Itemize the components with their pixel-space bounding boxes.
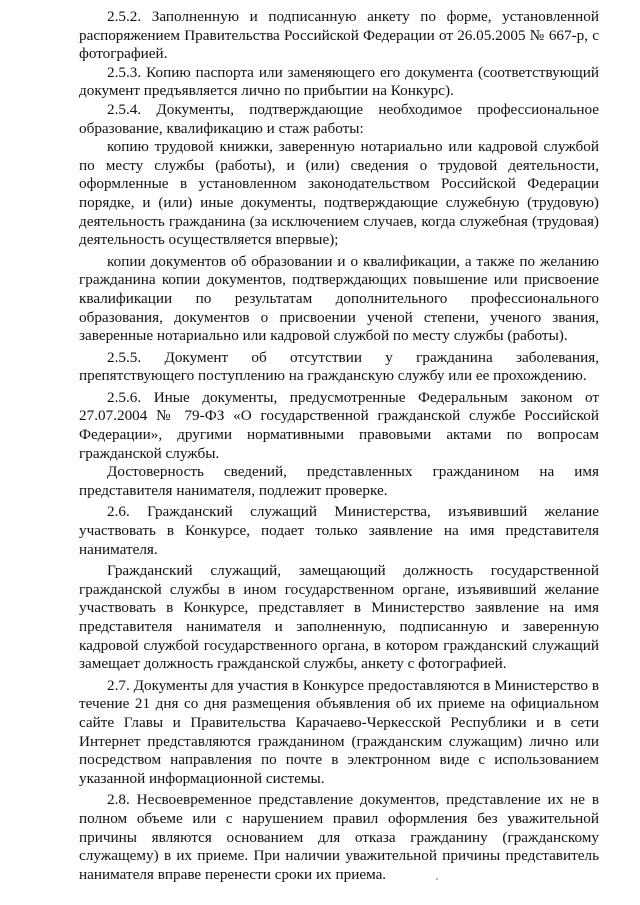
paragraph-2-8: 2.8. Несвоевременное представление документов, представление их не в полном объеме или с нарушением правил оформления без уважительной причины являются основанием для отказа гражданину (гражданскому служащему) в их приеме. При наличии уважительной причины представитель нанимателя вправе перенести сроки их приема. [79, 791, 599, 883]
paragraph-2-5-3: 2.5.3. Копию паспорта или заменяющего его документа (соответствующий документ предъявляется лично по прибытии на Конкурс). [79, 63, 599, 100]
document-text [79, 8, 599, 884]
paragraph-education-docs: копии документов об образовании и о квалификации, а также по желанию гражданина копии документов, подтверждающих повышение или присвоение квалификации по результатам дополнительного профессионального образования, документов о присвоении ученой степени, ученого звания, заверенные нотариально или кадровой службой по месту службы (работы). [79, 252, 599, 345]
paragraph-work-record: копию трудовой книжки, заверенную нотариально или кадровой службой по месту службы (работы), и (или) сведения о трудовой деятельности, оформленные в установленном законодательством Российской Федерации порядке, и (или) иные документы, подтверждающие служебную (трудовую) деятельность гражданина (за исключением случаев, когда служебная (трудовая) деятельность осуществляется впервые); [79, 138, 599, 249]
paragraph-2-7: 2.7. Документы для участия в Конкурсе предоставляются в Министерство в течение 21 дня со дня размещения объявления об их приеме на официальном сайте Главы и Правительства Карачаево-Черкесской Республики и в сети Интернет представляются гражданином (гражданским служащим) лично или посредством направления по почте в электронном виде с использованием указанной информационной системы. [79, 676, 599, 787]
scan-speck [436, 878, 438, 880]
paragraph-2-6: 2.6. Гражданский служащий Министерства, изъявивший желание участвовать в Конкурсе, подает только заявление на имя представителя нанимателя. [79, 503, 599, 558]
paragraph-2-5-5: 2.5.5. Документ об отсутствии у гражданина заболевания, препятствующего поступлению на гражданскую службу или ее прохождению. [79, 348, 599, 385]
paragraph-2-5-4: 2.5.4. Документы, подтверждающие необходимое профессиональное образование, квалификацию и стаж работы: [79, 100, 599, 137]
paragraph-verification: Достоверность сведений, представленных гражданином на имя представителя нанимателя, подлежит проверке. [79, 463, 599, 499]
paragraph-2-5-6: 2.5.6. Иные документы, предусмотренные Федеральным законом от 27.07.2004 № 79-ФЗ «О государственной гражданской службе Российской Федерации», другими нормативными правовыми актами по вопросам гражданской службы. [79, 388, 599, 462]
paragraph-2-5-2: 2.5.2. Заполненную и подписанную анкету по форме, установленной распоряжением Правительства Российской Федерации от 26.05.2005 № 667-р, с фотографией. [79, 8, 599, 63]
paragraph-civil-servant-other-body: Гражданский служащий, замещающий должность государственной гражданской службы в ином государственном органе, изъявивший желание участвовать в Конкурсе, представляет в Министерство заявление на имя представителя нанимателя и заполненную, подписанную и заверенную кадровой службой государственного органа, в котором гражданский служащий замещает должность гражданской службы, анкету с фотографией. [79, 562, 599, 673]
